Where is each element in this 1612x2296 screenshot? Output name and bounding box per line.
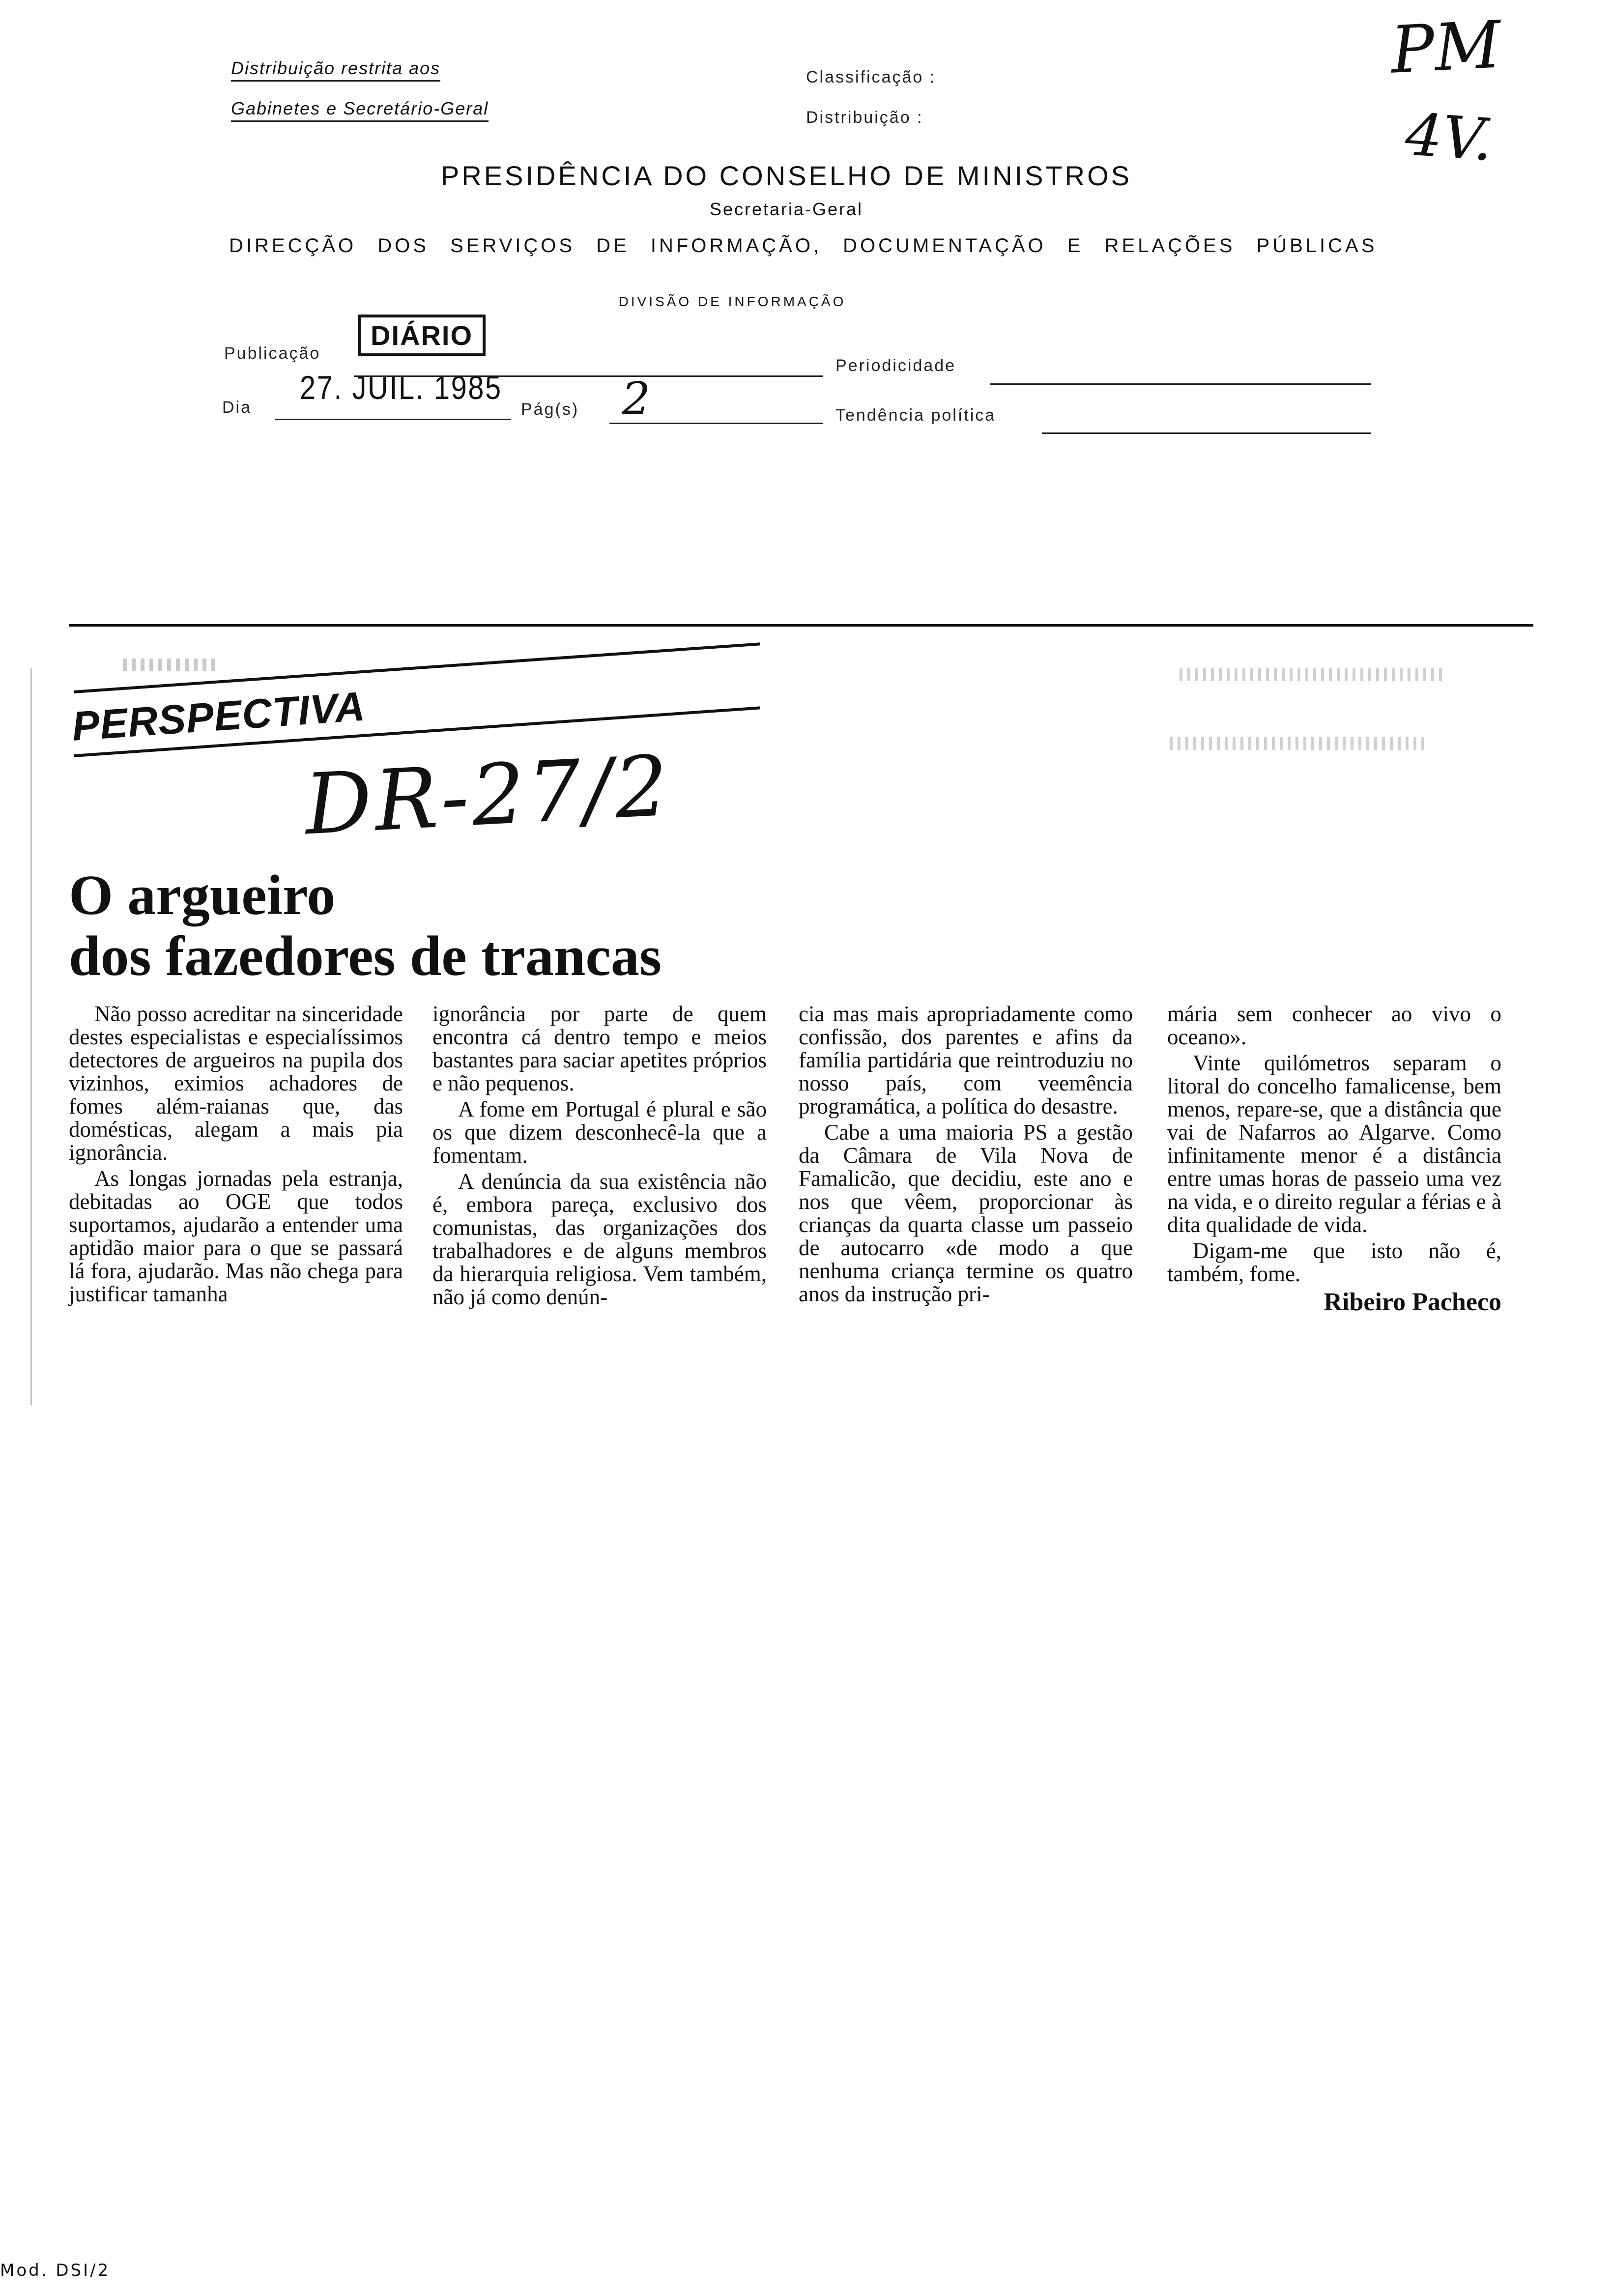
dia-label: Dia — [222, 398, 252, 417]
directorate-title: DIRECÇÃO DOS SERVIÇOS DE INFORMAÇÃO, DOCUMENTAÇÃO E RELAÇÕES PÚBLICAS — [229, 235, 1378, 257]
scan-edge-mark — [30, 668, 32, 1406]
paragraph: Não posso acreditar na sinceridade destes especialistas e especialíssimos detectores de argueiros na pupila dos vizinhos, eximios achadores de fomes além-raianas que, das domésticas, alegam a mais pia ignorância. — [69, 1002, 403, 1165]
article-column-4 — [1167, 1003, 1501, 1314]
classificacao-label: Classificação : — [806, 68, 936, 86]
paragraph: A fome em Portugal é plural e são os que dizem desconhecê-la que a fomentam. — [432, 1097, 767, 1168]
paragraph: cia mas mais apropriadamente como confissão, dos parentes e afins da família partidária que reintroduziu no nosso país, com veemência programática, a política do desastre. — [799, 1002, 1133, 1119]
form-code: Mod. DSI/2 — [0, 2261, 111, 2280]
distribution-notice-line1: Distribuição restrita aos — [231, 58, 440, 82]
pags-handwritten-value: 2 — [622, 373, 651, 425]
tendencia-label: Tendência política — [835, 406, 996, 425]
handwritten-mark: 4V. — [1403, 100, 1495, 174]
publicacao-stamp: DIÁRIO — [358, 315, 486, 356]
distribution-notice-line2: Gabinetes e Secretário-Geral — [231, 98, 489, 122]
division-title: DIVISÃO DE INFORMAÇÃO — [618, 294, 846, 309]
periodicidade-underline — [990, 383, 1371, 385]
paragraph: Vinte quilómetros separam o litoral do concelho famalicense, bem menos, repare-se, que a distância que vai de Nafarros ao Algarve. Como infinitamente menor é a distância entre umas horas de passeio uma vez na vida, e o direito regular a férias e à dita qualidade de vida. — [1167, 1051, 1501, 1237]
paragraph: A denúncia da sua existência não é, embora pareça, exclusivo dos comunistas, das organizações dos trabalhadores e de alguns membros da hierarquia religiosa. Vem também, não já como denún- — [432, 1169, 767, 1309]
article-top-rule — [69, 624, 1533, 627]
pags-underline — [609, 423, 823, 424]
paragraph: Digam-me que isto não é, também, fome. — [1167, 1238, 1501, 1286]
periodicidade-label: Periodicidade — [835, 356, 956, 375]
pags-label: Pág(s) — [521, 400, 579, 419]
paragraph: As longas jornadas pela estranja, debitadas ao OGE que todos suportamos, ajudarão a entender uma aptidão maior para o que se passará lá fora, ajudarão. Mas não chega para justificar tamanha — [69, 1166, 403, 1306]
org-title: PRESIDÊNCIA DO CONSELHO DE MINISTROS — [441, 160, 1132, 191]
paragraph: ignorância por parte de quem encontra cá dentro tempo e meios bastantes para saciar apetites próprios e não pequenos. — [432, 1002, 767, 1095]
headline-line-1: O argueiro — [69, 864, 336, 927]
scan-noise-right-1 — [1180, 668, 1445, 681]
handwritten-reference: DR-27/2 — [302, 737, 674, 854]
article-column-2 — [432, 1003, 767, 1309]
author-signature: Ribeiro Pacheco — [1324, 1288, 1501, 1316]
article-column-3 — [799, 1003, 1133, 1306]
publicacao-label: Publicação — [224, 344, 321, 363]
org-subtitle: Secretaria-Geral — [709, 199, 864, 219]
handwritten-initials: PM — [1389, 7, 1503, 88]
article-column-1 — [69, 1003, 403, 1306]
headline-line-2: dos fazedores de trancas — [69, 925, 662, 988]
paragraph: mária sem conhecer ao vivo o oceano». — [1167, 1002, 1501, 1049]
dia-underline — [275, 419, 511, 420]
date-stamp: 27. JUIL. 1985 — [300, 369, 502, 406]
scan-noise-right-2 — [1170, 737, 1425, 750]
distribuicao-label: Distribuição : — [806, 108, 923, 127]
tendencia-underline — [1042, 432, 1371, 434]
scan-noise — [123, 659, 216, 671]
paragraph: Cabe a uma maioria PS a gestão da Câmara de Vila Nova de Famalicão, que decidiu, este ano e nos que vêem, proporcionar às crianças da quarta classe um passeio de autocarro «de modo a que nenhuma criança termine os quatro anos da instrução pri- — [799, 1120, 1133, 1306]
section-kicker: PERSPECTIVA — [70, 683, 367, 750]
